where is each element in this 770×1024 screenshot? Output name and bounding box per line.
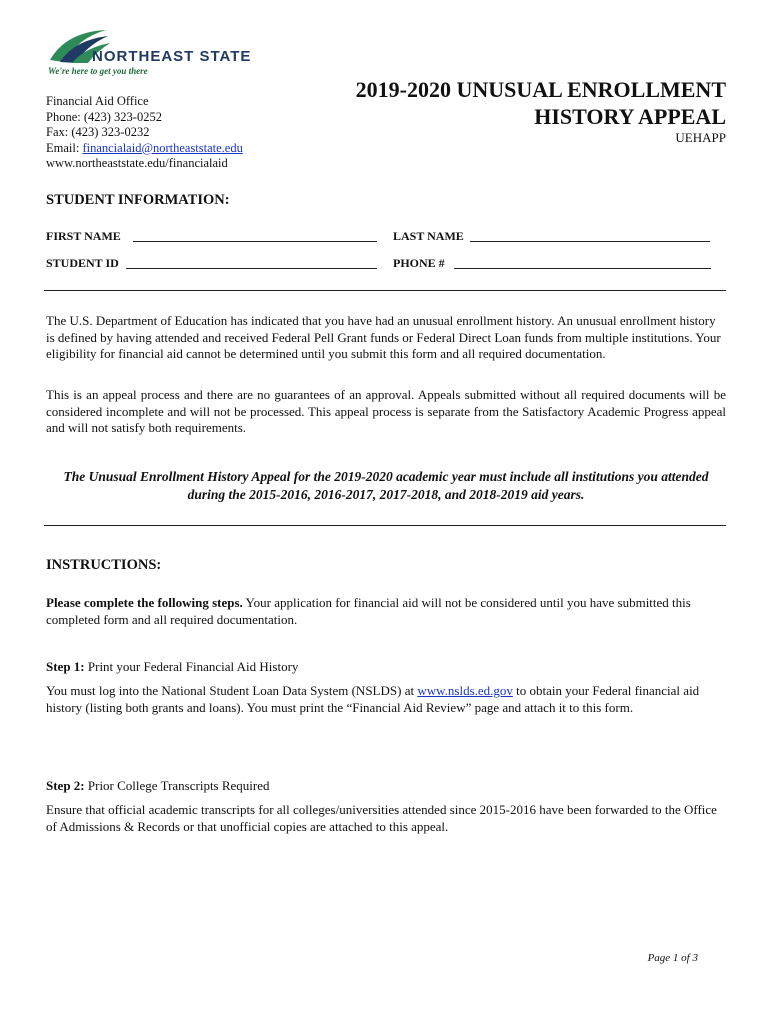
form-title	[356, 76, 726, 130]
divider-bottom	[44, 525, 726, 526]
intro-paragraph-1: The U.S. Department of Education has indicated that you have had an unusual enrollment history. An unusual enrollment history is defined by having attended and received Federal Pell Grant funds or Federal Direct Loan funds from multiple institutions. Your eligibility for financial aid cannot be determined until you submit this form and all required documentation.	[46, 313, 721, 361]
last-name-field[interactable]	[470, 241, 710, 242]
last-name-label: LAST NAME	[393, 229, 464, 243]
step1-heading	[46, 659, 726, 676]
office-email-row	[46, 141, 243, 157]
step2-title: Prior College Transcripts Required	[84, 778, 270, 793]
step1-text	[46, 683, 726, 716]
office-fax: Fax: (423) 323-0232	[46, 125, 150, 139]
phone-field[interactable]	[454, 268, 711, 269]
logo-wordmark: NORTHEAST STATE	[92, 48, 252, 65]
email-link[interactable]: financialaid@northeaststate.edu	[82, 140, 243, 155]
first-name-label: FIRST NAME	[46, 229, 121, 243]
contact-block	[46, 94, 243, 172]
step1-text-a: You must log into the National Student Loan Data System (NSLDS) at	[46, 683, 418, 698]
step2-text: Ensure that official academic transcripts for all colleges/universities attended since 2015-2016 have been forwarded to the Office of Admissions & Records or that unofficial copies are attached to this appeal.	[46, 802, 717, 834]
step1-text-b: to obtain your Federal financial aid history (listing both grants and loans). You must print the “Financial Aid Review” page and attach it to this form.	[46, 683, 700, 715]
office-website: www.northeaststate.edu/financialaid	[46, 156, 228, 170]
student-info-heading: STUDENT INFORMATION:	[46, 192, 230, 208]
office-phone: Phone: (423) 323-0252	[46, 109, 162, 124]
intro-paragraph-2: This is an appeal process and there are no guarantees of an approval. Appeals submitted without all required documents will be considered incomplete and will not be processed. This appeal process is separate from the Satisfactory Academic Progress appeal and will not satisfy both requirements.	[46, 387, 726, 435]
step2-heading	[46, 778, 726, 795]
email-label: Email:	[46, 140, 83, 155]
student-id-field[interactable]	[126, 268, 377, 269]
divider-top	[44, 290, 726, 291]
first-name-field[interactable]	[133, 241, 377, 242]
student-id-label: STUDENT ID	[46, 256, 119, 270]
name-row	[46, 229, 726, 245]
instructions-lead	[46, 595, 726, 628]
form-code: UEHAPP	[675, 130, 726, 145]
form-title-line2: HISTORY APPEAL	[534, 104, 726, 129]
step1-label: Step 1:	[46, 659, 85, 674]
id-phone-row	[46, 256, 726, 272]
aid-years-note: The Unusual Enrollment History Appeal for the 2019-2020 academic year must include all institutions you attended during the 2015-2016, 2016-2017, 2017-2018, and 2018-2019 aid years.	[63, 469, 709, 502]
step2-label: Step 2:	[46, 778, 85, 793]
logo-tagline: We're here to get you there	[48, 66, 148, 76]
office-name: Financial Aid Office	[46, 94, 149, 108]
instructions-heading: INSTRUCTIONS:	[46, 557, 162, 573]
phone-label: PHONE #	[393, 256, 445, 270]
instructions-lead-bold: Please complete the following steps.	[46, 595, 243, 610]
step1-title: Print your Federal Financial Aid History	[84, 659, 299, 674]
page-number: Page 1 of 3	[647, 952, 698, 964]
nslds-link[interactable]: www.nslds.ed.gov	[417, 683, 513, 698]
form-title-line1: 2019-2020 UNUSUAL ENROLLMENT	[355, 77, 726, 102]
instructions-lead-text: Your application for financial aid will not be considered until you have submitted this completed form and all required documentation.	[46, 595, 691, 627]
